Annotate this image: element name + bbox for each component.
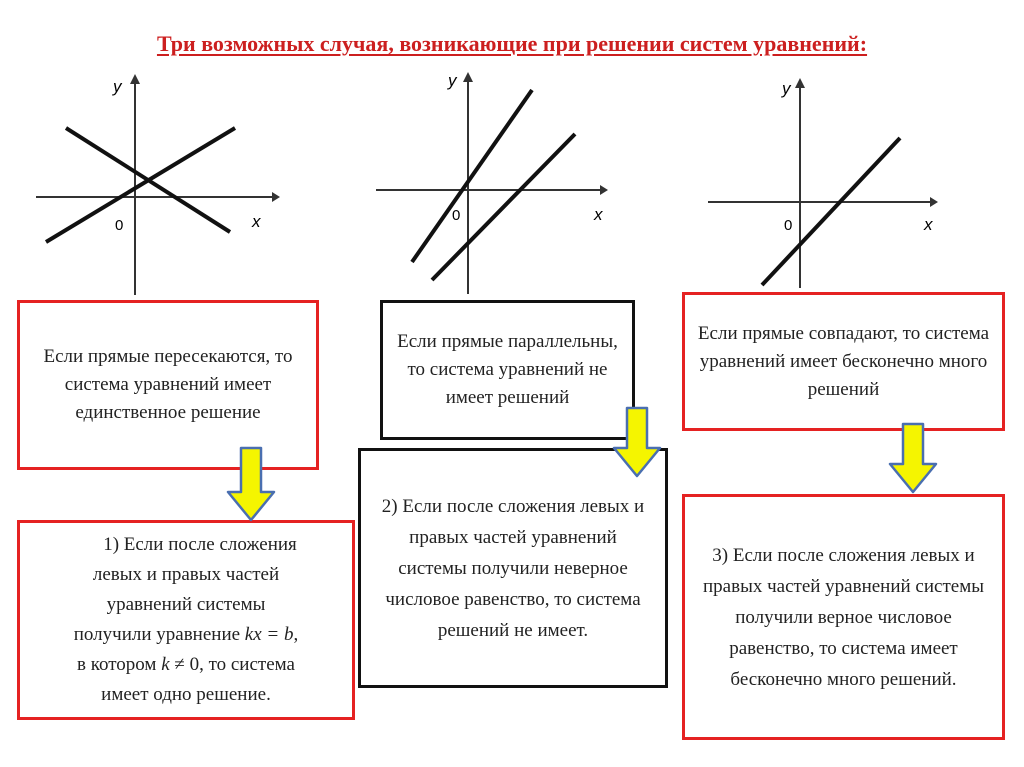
x-axis-arrow (600, 185, 608, 195)
case1-line6: имеет одно решение. (101, 684, 271, 705)
y-label: y (782, 79, 791, 98)
case1-line4-post: , (293, 624, 299, 645)
case1-line5 (74, 650, 298, 680)
case1-text (74, 530, 298, 710)
down-arrow-icon (614, 408, 660, 476)
case2-box (358, 448, 668, 688)
case1-k: k (161, 654, 170, 675)
x-axis-arrow (930, 197, 938, 207)
coinciding-line (762, 138, 900, 285)
case3-text: 3) Если после сложения левых и правых частей уравнений системы получили верное числовое равенство, то система имеет бесконечно много решений. (703, 544, 984, 690)
page-title: Три возможных случая, возникающие при решении систем уравнений: (156, 31, 868, 56)
x-label: x (252, 212, 261, 231)
case1-line3: уравнений системы (106, 594, 266, 615)
graph-intersecting (30, 70, 280, 300)
parallel-text: Если прямые параллельны, то система уравнений не имеет решений (397, 331, 618, 408)
coincide-text: Если прямые совпадают, то система уравнений имеет бесконечно много решений (697, 322, 990, 400)
case1-equation: kx = b (244, 624, 294, 645)
case1-line2: левых и правых частей (92, 564, 280, 585)
line-b (46, 128, 235, 242)
origin-label: 0 (452, 207, 461, 224)
origin-label: 0 (115, 217, 124, 234)
case1-line4-pre: получили уравнение (73, 624, 245, 645)
case1-line1: 1) Если после сложения (103, 534, 297, 555)
graph-parallel (372, 66, 612, 296)
case1-line5-rest: ≠ 0, то система (169, 654, 295, 675)
case3-box (682, 494, 1005, 740)
down-arrow-2 (612, 406, 662, 480)
case1-line4 (74, 620, 298, 650)
x-label: x (594, 205, 603, 224)
parallel-box (380, 300, 635, 440)
x-label: x (924, 215, 933, 234)
intersect-box (17, 300, 319, 470)
y-axis-arrow (463, 72, 473, 82)
y-axis-arrow (130, 74, 140, 84)
y-axis-arrow (795, 78, 805, 88)
down-arrow-3 (888, 422, 938, 496)
origin-label: 0 (784, 217, 793, 234)
y-label: y (448, 71, 457, 90)
coincide-box (682, 292, 1005, 431)
y-label: y (113, 77, 122, 96)
case2-text: 2) Если после сложения левых и правых частей уравнений системы получили неверное числовое равенство, то система решений не имеет. (381, 495, 645, 641)
line-a (412, 90, 532, 262)
down-arrow-icon (228, 448, 274, 520)
down-arrow-icon (890, 424, 936, 492)
case1-line5-pre: в котором (77, 654, 162, 675)
graph-coinciding (704, 70, 944, 290)
case1-box (17, 520, 355, 720)
intersect-text: Если прямые пересекаются, то система уравнений имеет единственное решение (43, 346, 293, 423)
x-axis-arrow (272, 192, 280, 202)
down-arrow-1 (226, 446, 276, 524)
